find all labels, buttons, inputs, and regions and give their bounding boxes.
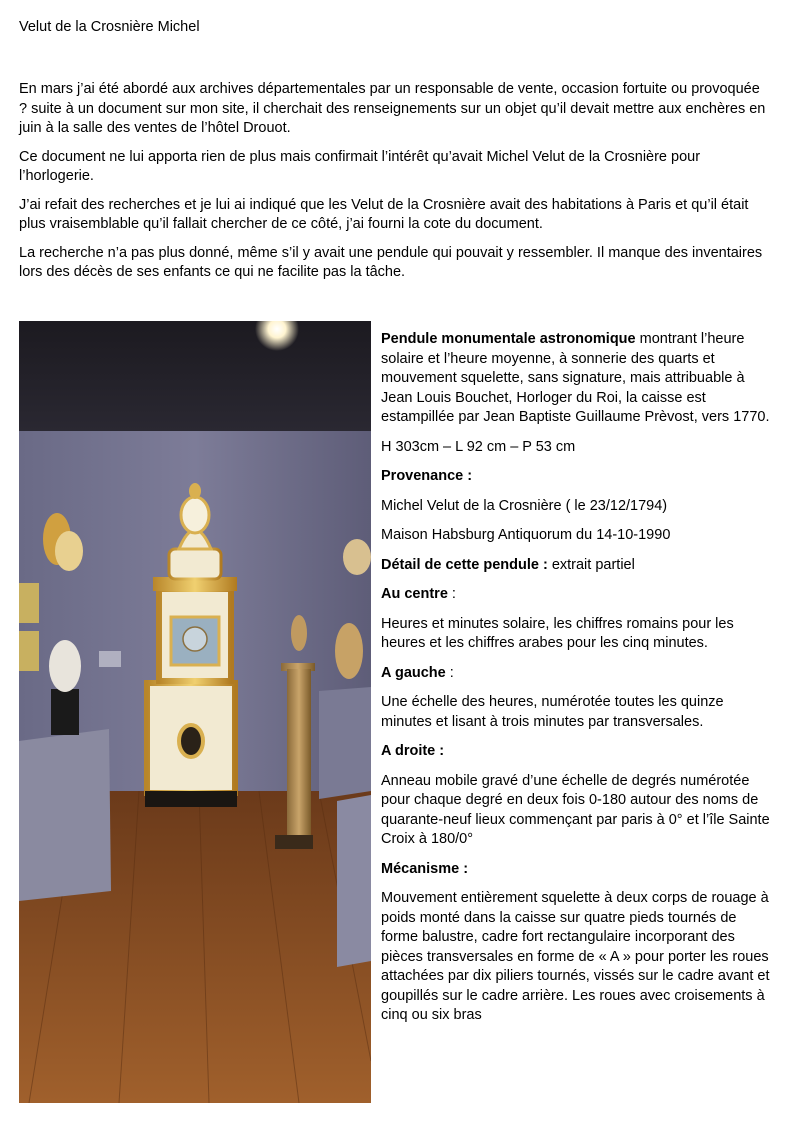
- provenance-item: Maison Habsburg Antiquorum du 14-10-1990: [381, 527, 671, 543]
- intro-text: [19, 80, 769, 292]
- gauche-heading-text: A gauche: [381, 664, 446, 681]
- mecanisme-heading-text: Mécanisme :: [381, 860, 469, 877]
- detail-heading-text: Détail de cette pendule :: [381, 556, 548, 573]
- lead-title: Pendule monumentale astronomique: [381, 331, 636, 347]
- gauche-text: Une échelle des heures, numérotée toutes les quinze minutes et lisant à trois minutes par transversales.: [381, 694, 724, 730]
- mecanisme-text: Mouvement entièrement squelette à deux corps de rouage à poids monté dans la caisse sur quatre pieds tournés de forme balustre, cadre fort rectangulaire incorporant des pièces transversales en forme de « A » pour porter les roues attachées par dix piliers tournés, vissés sur le cadre avant et goupillés sur le cadre arrière. Les roues avec croisements à cinq ou six bras: [381, 890, 770, 1023]
- intro-paragraph: J’ai refait des recherches et je lui ai indiqué que les Velut de la Crosnière avait des habitations à Paris et qu’il était plus vraisemblable qu’il fallait chercher de ce côté, j’ai fourni la cote du document.: [19, 196, 749, 232]
- droite-heading: [381, 742, 776, 762]
- lead-text: montrant l’heure solaire et l’heure moyenne, à sonnerie des quarts et mouvement squelette, sans signature, mais attribuable à Jean Louis Bouchet, Horloger du Roi, la caisse est estampillée par Jean Baptiste Guillaume Prèvost, vers 1770.: [381, 331, 770, 425]
- droite-heading-text: A droite :: [381, 743, 445, 759]
- clock-description: [381, 330, 776, 1036]
- detail-heading: [381, 556, 776, 576]
- centre-heading: [381, 585, 776, 605]
- centre-heading-text: Au centre: [381, 586, 448, 602]
- intro-paragraph: La recherche n’a pas plus donné, même s’il y avait une pendule qui pouvait y ressembler. Il manque des inventaires lors des décès de ses enfants ce qui ne facilite pas la tâche.: [19, 244, 763, 280]
- intro-paragraph: Ce document ne lui apporta rien de plus mais confirmait l’intérêt qu’avait Michel Velut de la Crosnière pour l’horlogerie.: [19, 148, 701, 184]
- provenance-heading-text: Provenance :: [381, 468, 473, 484]
- dimensions: H 303cm – L 92 cm – P 53 cm: [381, 438, 576, 455]
- centre-text: Heures et minutes solaire, les chiffres romains pour les heures et les chiffres arabes pour les cinq minutes.: [381, 615, 734, 651]
- provenance-item: Michel Velut de la Crosnière ( le 23/12/1794): [381, 497, 668, 514]
- provenance-heading: [381, 467, 776, 487]
- gauche-heading: [381, 664, 776, 684]
- clock-photo: [19, 321, 371, 1103]
- centre-colon: :: [447, 586, 456, 602]
- lead-paragraph: [381, 330, 776, 428]
- droite-text: Anneau mobile gravé d’une échelle de degrés numérotée pour chaque degré en deux fois 0-180 autour des noms de quarante-neuf lieux commençant par paris à 0° et l’île Sainte Croix à 180/0°: [381, 772, 770, 847]
- mecanisme-heading: [381, 860, 776, 880]
- page-title: Velut de la Crosnière Michel: [19, 19, 200, 35]
- gauche-colon: :: [445, 664, 454, 681]
- detail-heading-rest: extrait partiel: [547, 556, 635, 573]
- intro-paragraph: En mars j’ai été abordé aux archives départementales par un responsable de vente, occasion fortuite ou provoquée ? suite à un document sur mon site, il cherchait des renseignements sur un objet qu’il devait mettre aux enchères en juin à la salle des ventes de l’hôtel Drouot.: [19, 81, 766, 136]
